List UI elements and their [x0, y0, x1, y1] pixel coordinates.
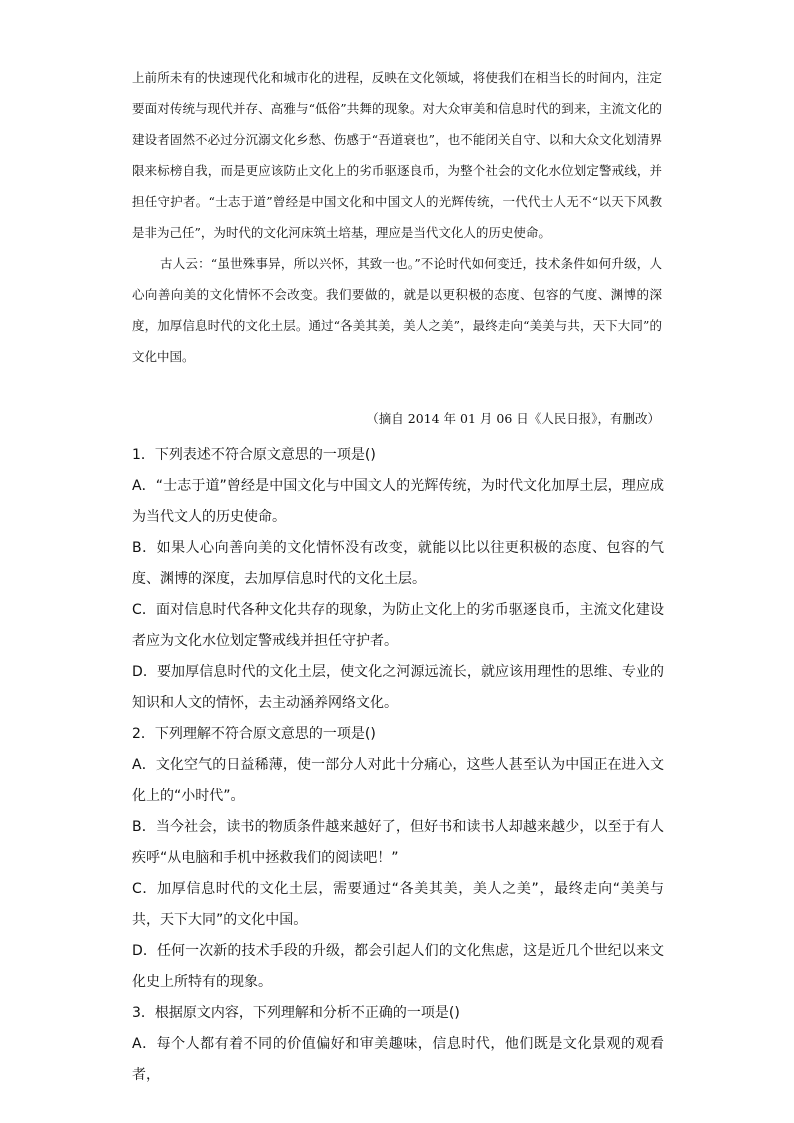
question-2-option-a: A．文化空气的日益稀薄，使一部分人对此十分痛心，这些人甚至认为中国正在进入文化上的“小时代”。: [132, 757, 664, 804]
question-2-stem: 2．下列理解不符合原文意思的一项是(): [132, 726, 376, 742]
question-1-option-c: C．面对信息时代各种文化共存的现象，为防止文化上的劣币驱逐良币，主流文化建设者应为文化水位划定警戒线并担任守护者。: [132, 602, 664, 649]
question-1-stem: 1．下列表述不符合原文意思的一项是(): [132, 447, 376, 463]
question-3-option-a: A．每个人都有着不同的价值偏好和审美趣味，信息时代，他们既是文化景观的观看者，: [132, 1036, 664, 1083]
passage-paragraph-2: 古人云：“虽世殊事异，所以兴怀，其致一也。”不论时代如何变迁，技术条件如何升级，人心向善向美的文化情怀不会改变。我们要做的，就是以更积极的态度、包容的气度、渊博的深度，加厚信息时代的文化土层。通过“各美其美，美人之美”，最终走向“美美与共，天下大同”的文化中国。: [132, 256, 662, 364]
passage-source: （摘自 2014 年 01 月 06 日《人民日报》，有删改）: [366, 411, 660, 426]
question-2-option-d: D．任何一次新的技术手段的升级，都会引起人们的文化焦虑，这是近几个世纪以来文化史上所特有的现象。: [132, 943, 664, 990]
question-2-option-c: C．加厚信息时代的文化土层，需要通过“各美其美，美人之美”，最终走向“美美与共，天下大同”的文化中国。: [132, 881, 664, 928]
reading-passage: [132, 62, 662, 372]
question-1-option-b: B．如果人心向善向美的文化情怀没有改变，就能以比以往更积极的态度、包容的气度、渊博的深度，去加厚信息时代的文化土层。: [132, 540, 664, 587]
question-1-option-a: A．“士志于道”曾经是中国文化与中国文人的光辉传统，为时代文化加厚土层，理应成为当代文人的历史使命。: [132, 478, 664, 525]
questions-section: [132, 440, 664, 1091]
question-3-stem: 3．根据原文内容，下列理解和分析不正确的一项是(): [132, 1005, 460, 1021]
passage-paragraph-1: 上前所未有的快速现代化和城市化的进程，反映在文化领域，将使我们在相当长的时间内，注定要面对传统与现代并存、高雅与“低俗”共舞的现象。对大众审美和信息时代的到来，主流文化的建设者固然不必过分沉溺文化乡愁、伤感于“吾道衰也”，也不能闭关自守、以和大众文化划清界限来标榜自我，而是更应该防止文化上的劣币驱逐良币，为整个社会的文化水位划定警戒线，并担任守护者。“士志于道”曾经是中国文化和中国文人的光辉传统，一代代士人无不“以天下风教是非为己任”，为时代的文化河床筑土培基，理应是当代文化人的历史使命。: [132, 70, 662, 240]
question-1-option-d: D．要加厚信息时代的文化土层，使文化之河源远流长，就应该用理性的思维、专业的知识和人文的情怀，去主动涵养网络文化。: [132, 664, 664, 711]
question-2-option-b: B．当今社会，读书的物质条件越来越好了，但好书和读书人却越来越少，以至于有人疾呼“从电脑和手机中拯救我们的阅读吧！”: [132, 819, 664, 866]
